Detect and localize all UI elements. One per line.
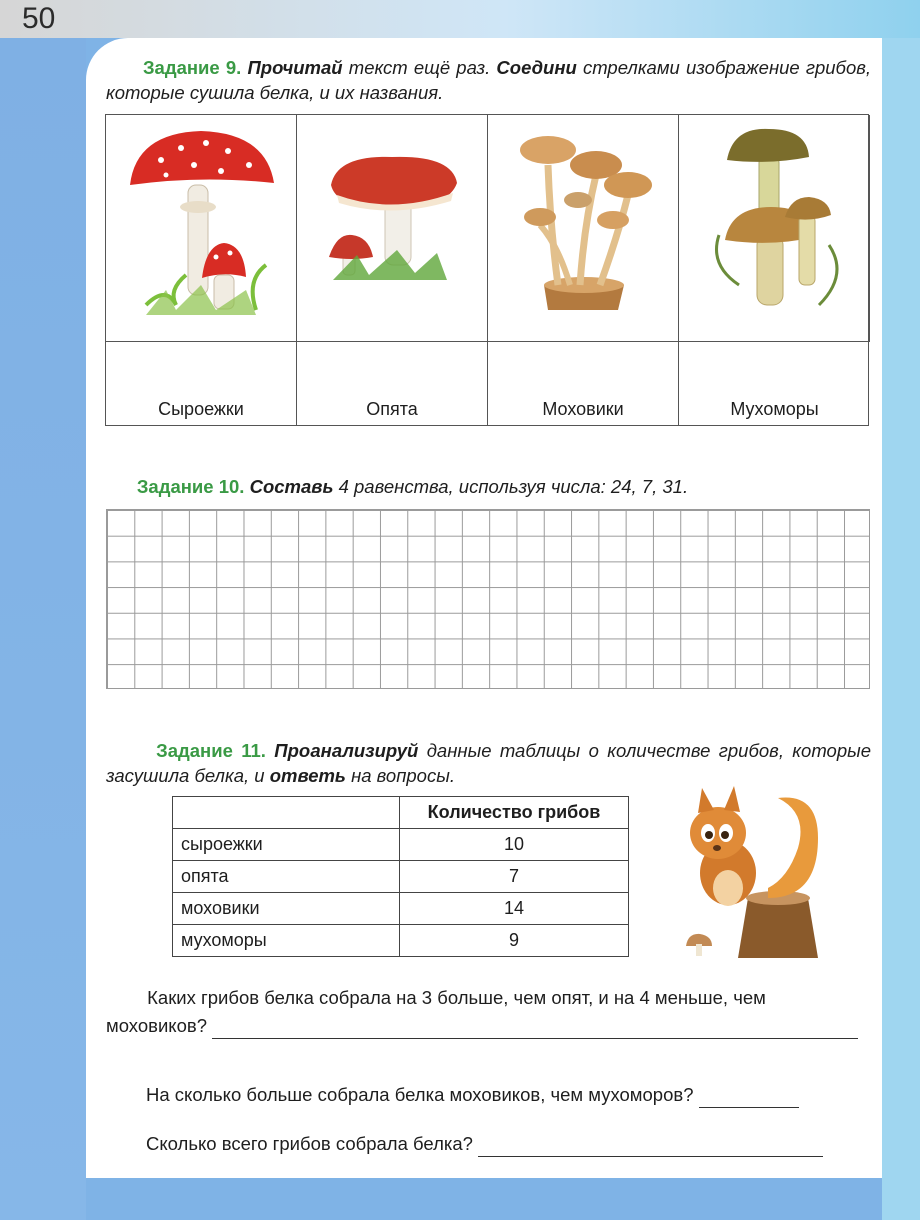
row-value: 7 (400, 861, 629, 893)
table-header-row (173, 797, 629, 829)
task11-verb1: Проанализируй (274, 740, 419, 761)
answer-line-1[interactable] (212, 1018, 858, 1039)
task10-verb: Составь (249, 476, 334, 497)
table-row (173, 925, 629, 957)
name-cell-opyata[interactable] (297, 341, 488, 426)
header-empty-cell (173, 797, 400, 829)
row-value: 10 (400, 829, 629, 861)
name-cell-syroezhki[interactable] (106, 341, 297, 426)
row-value: 14 (400, 893, 629, 925)
name-syroezhki: Сыроежки (158, 399, 244, 419)
row-name: моховики (173, 893, 400, 925)
honey-mushroom-illustration (488, 115, 678, 341)
task10-title (106, 474, 871, 499)
name-cell-mokhoviki[interactable] (488, 341, 679, 426)
question-3-text: Сколько всего грибов собрала белка? (146, 1133, 473, 1154)
task11-verb2: ответь (269, 765, 346, 786)
task9-title (106, 55, 871, 105)
top-band (0, 0, 920, 38)
amanita-picture-cell (106, 115, 297, 341)
mushroom-count-table (172, 796, 629, 957)
left-margin-strip (0, 38, 86, 1220)
squirrel-illustration (668, 778, 828, 968)
answer-grid[interactable] (106, 509, 870, 689)
table-row (173, 893, 629, 925)
boletus-illustration (679, 115, 869, 341)
row-value: 9 (400, 925, 629, 957)
page-number: 50 (22, 2, 56, 35)
question-3 (146, 1131, 823, 1157)
row-name: мухоморы (173, 925, 400, 957)
name-mukhomory: Мухоморы (730, 399, 819, 419)
header-count: Количество грибов (400, 797, 629, 829)
task9-verb1: Прочитай (247, 57, 343, 78)
row-name: сыроежки (173, 829, 400, 861)
task9-label: Задание 9. (142, 57, 242, 78)
russula-illustration (297, 115, 487, 341)
task11-text1: данные таблицы о количестве грибов, которые засушила белка, и (106, 740, 872, 786)
task11-text2: на вопросы. (351, 765, 455, 786)
question-2-text: На сколько больше собрала белка моховиков, чем мухоморов? (146, 1084, 694, 1105)
task10-text: 4 равенства, используя числа: 24, 7, 31. (338, 476, 689, 497)
russula-picture-cell (297, 115, 488, 341)
answer-line-3[interactable] (478, 1136, 823, 1157)
task11-label: Задание 11. (156, 740, 266, 761)
task9-text1: текст ещё раз. (348, 57, 491, 78)
question-2 (146, 1082, 799, 1108)
honey-mushroom-picture-cell (488, 115, 679, 341)
boletus-picture-cell (679, 115, 870, 341)
name-mokhoviki: Моховики (542, 399, 624, 419)
right-margin-strip (882, 38, 920, 1220)
task9-text2: стрелками изображение грибов, которые сушила белка, и их названия. (106, 57, 872, 103)
question-1 (106, 985, 871, 1011)
amanita-illustration (106, 115, 296, 341)
answer-line-2[interactable] (699, 1087, 799, 1108)
task10-label: Задание 10. (136, 476, 245, 497)
question-1-line (106, 1013, 858, 1039)
table-row (173, 861, 629, 893)
name-opyata: Опята (366, 399, 418, 419)
name-cell-mukhomory[interactable] (679, 341, 870, 426)
row-name: опята (173, 861, 400, 893)
question-1-part1: Каких грибов белка собрала на 3 больше, чем опят, и на 4 меньше, чем (147, 987, 766, 1008)
table-row (173, 829, 629, 861)
mushroom-table (105, 114, 869, 426)
question-1-part2: моховиков? (106, 1015, 208, 1036)
task9-verb2: Соедини (496, 57, 577, 78)
